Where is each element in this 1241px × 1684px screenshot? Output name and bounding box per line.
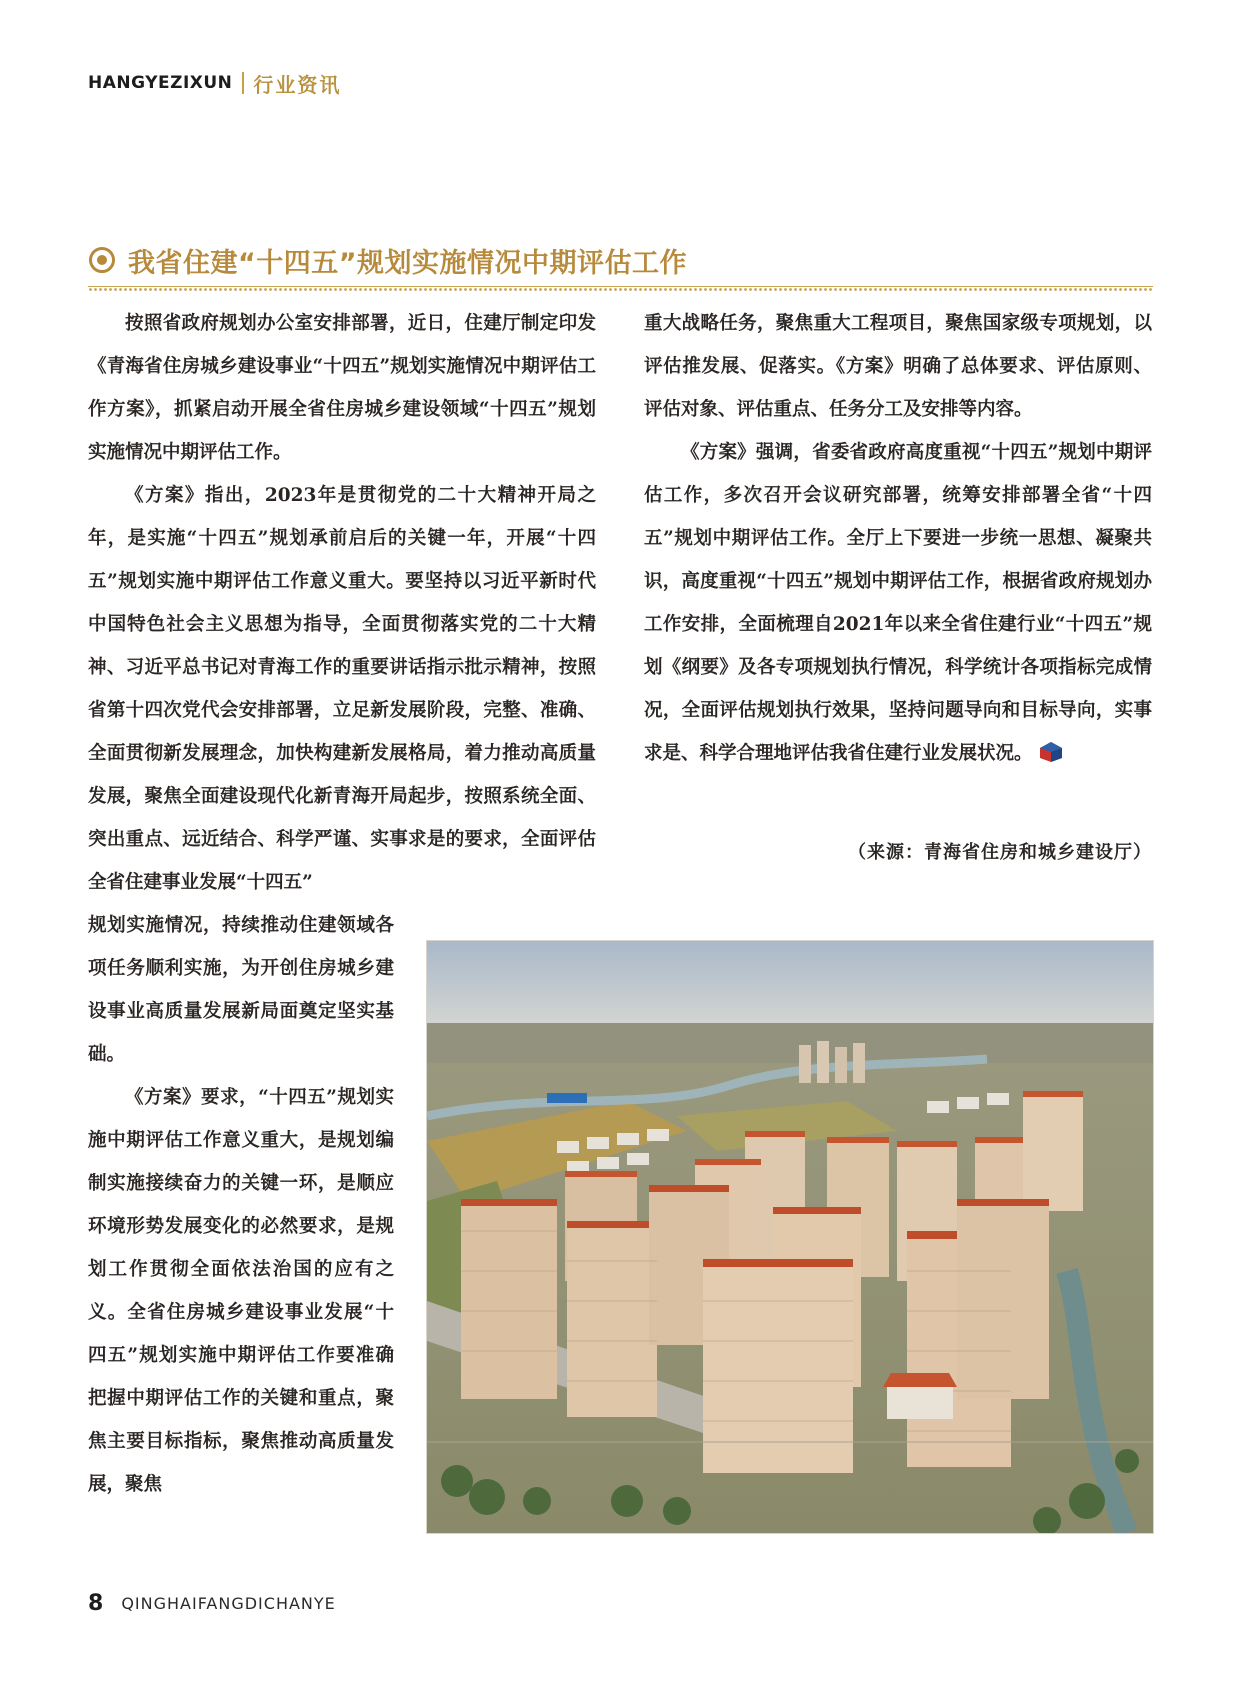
header-divider [242, 72, 244, 94]
running-header [88, 68, 341, 98]
paragraph: 《方案》指出，2023年是贯彻党的二十大精神开局之年，是实施“十四五”规划承前启后的关键一年，开展“十四五”规划实施中期评估工作意义重大。要坚持以习近平新时代中国特色社会主义思想为指导，全面贯彻落实党的二十大精神、习近平总书记对青海工作的重要讲话指示批示精神，按照省第十四次党代会安排部署，立足新发展阶段，完整、准确、全面贯彻新发展理念，加快构建新发展格局，着力推动高质量发展，聚焦全面建设现代化新青海开局起步，按照系统全面、突出重点、远近结合、科学严谨、实事求是的要求，全面评估全省住建事业发展“十四五” [88, 485, 596, 893]
paragraph: 按照省政府规划办公室安排部署，近日，住建厅制定印发《青海省住房城乡建设事业“十四五”规划实施情况中期评估工作方案》，抓紧启动开展全省住房城乡建设领域“十四五”规划实施情况中期评估工作。 [88, 313, 596, 463]
paragraph: 重大战略任务，聚焦重大工程项目，聚焦国家级专项规划，以评估推发展、促落实。《方案》明确了总体要求、评估原则、评估对象、评估重点、任务分工及安排等内容。 [644, 313, 1152, 420]
section-cn: 行业资讯 [253, 72, 342, 97]
paragraph-text: 《方案》强调，省委省政府高度重视“十四五”规划中期评估工作，多次召开会议研究部署，统筹安排部署全省“十四五”规划中期评估工作。全厅上下要进一步统一思想、凝聚共识，高度重视“十四五”规划中期评估工作，根据省政府规划办工作安排，全面梳理自2021年以来全省住建行业“十四五”规划《纲要》及各专项规划执行情况，科学统计各项指标完成情况，全面评估规划执行效果，坚持问题导向和目标导向，实事求是、科学合理地评估我省住建行业发展状况。 [644, 442, 1152, 764]
aerial-photo [426, 940, 1154, 1534]
end-mark-icon [1039, 741, 1063, 763]
page-number: 8 [88, 1590, 104, 1616]
article-title-text: 我省住建“十四五”规划实施情况中期评估工作 [128, 247, 687, 279]
narrow-column [88, 904, 394, 1506]
right-column [644, 302, 1152, 775]
paragraph [644, 431, 1152, 775]
page-footer [88, 1588, 336, 1618]
section-en: HANGYEZIXUN [88, 73, 233, 93]
aerial-residential-illustration [427, 941, 1153, 1533]
paragraph: 《方案》要求，“十四五”规划实施中期评估工作意义重大，是规划编制实施接续奋力的关键一环，是顺应环境形势发展变化的必然要求，是规划工作贯彻全面依法治国的应有之义。全省住房城乡建设事业发展“十四五”规划实施中期评估工作要准确把握中期评估工作的关键和重点，聚焦主要目标指标，聚焦推动高质量发展，聚焦 [88, 1087, 394, 1495]
left-column [88, 302, 596, 904]
bullseye-icon [88, 246, 116, 274]
paragraph: 规划实施情况，持续推动住建领域各项任务顺利实施，为开创住房城乡建设事业高质量发展新局面奠定坚实基础。 [88, 915, 394, 1065]
magazine-name: QINGHAIFANGDICHANYE [121, 1593, 336, 1613]
source-credit: （来源：青海省住房和城乡建设厅） [848, 842, 1152, 863]
article-title [88, 240, 687, 280]
title-divider [88, 286, 1153, 293]
